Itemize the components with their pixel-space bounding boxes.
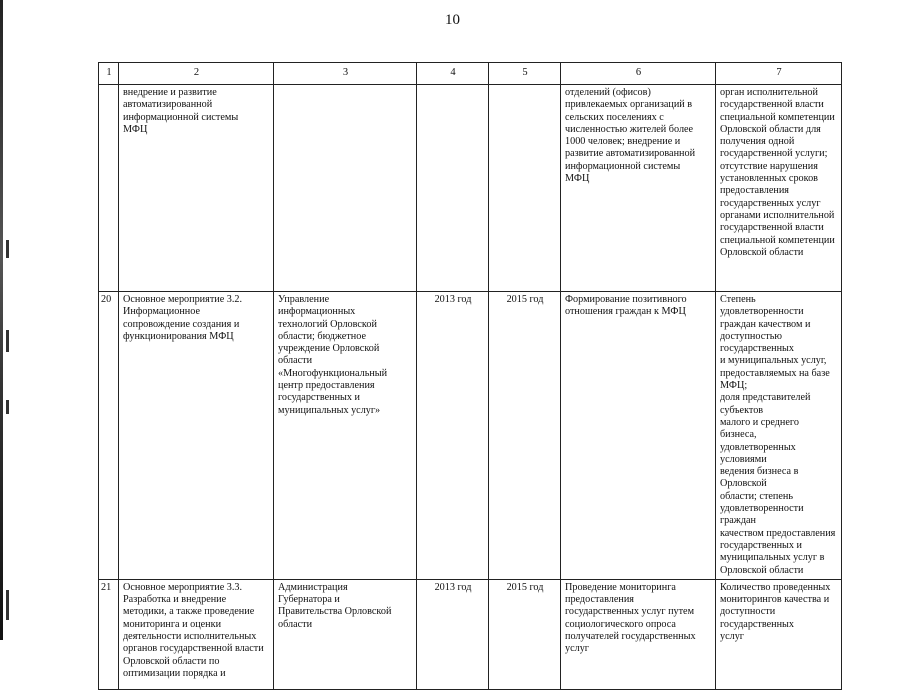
activity-cell: внедрение и развитие автоматизированной информационной системы МФЦ	[119, 85, 274, 292]
table-row	[99, 85, 842, 292]
column-header: 2	[119, 63, 274, 85]
executor-cell: Управление информационных технологий Орловской области; бюджетное учреждение Орловской области «Многофункциональный центр предоставления государственных и муниципальных услуг»	[274, 292, 417, 580]
activity-cell: Основное мероприятие 3.3. Разработка и внедрение методики, а также проведение мониторинга и оценки деятельности исполнительных органов государственной власти Орловской области по оптимизации порядка и	[119, 579, 274, 689]
page-number: 10	[445, 12, 460, 28]
executor-cell: Администрация Губернатора и Правительства Орловской области	[274, 579, 417, 689]
start-year-cell: 2013 год	[417, 292, 489, 580]
column-header: 5	[489, 63, 561, 85]
column-header: 3	[274, 63, 417, 85]
start-year-cell	[417, 85, 489, 292]
program-activities-table	[98, 62, 842, 690]
column-header: 7	[716, 63, 842, 85]
end-year-cell: 2015 год	[489, 292, 561, 580]
scan-mark	[6, 590, 9, 620]
result-cell: отделений (офисов) привлекаемых организаций в сельских поселениях с численностью жителей более 1000 человек; внедрение и развитие автоматизированной информационной системы МФЦ	[561, 85, 716, 292]
scan-mark	[6, 400, 9, 414]
indicator-cell: орган исполнительной государственной власти специальной компетенции Орловской области для получения одной государственной услуги; отсутствие нарушения установленных сроков предоставления государственных услуг органами исполнительной государственной власти специальной компетенции Орловской области	[716, 85, 842, 292]
scan-mark	[6, 240, 9, 258]
scan-left-edge	[0, 0, 3, 640]
table-row	[99, 579, 842, 689]
end-year-cell: 2015 год	[489, 579, 561, 689]
executor-cell	[274, 85, 417, 292]
column-header: 6	[561, 63, 716, 85]
table-row	[99, 292, 842, 580]
indicator-cell: Степень удовлетворенности граждан качеством и доступностью государственных и муниципальных услуг, предоставляемых на базе МФЦ; доля представителей субъектов малого и среднего бизнеса, удовлетворенных условиями ведения бизнеса в Орловской области; степень удовлетворенности граждан качеством предоставления государственных и муниципальных услуг в Орловской области	[716, 292, 842, 580]
scan-mark	[6, 330, 9, 352]
end-year-cell	[489, 85, 561, 292]
row-number: 21	[99, 579, 119, 689]
result-cell: Проведение мониторинга предоставления государственных услуг путем социологического опроса получателей государственных услуг	[561, 579, 716, 689]
row-number	[99, 85, 119, 292]
column-header: 1	[99, 63, 119, 85]
column-number-row	[99, 63, 842, 85]
result-cell: Формирование позитивного отношения граждан к МФЦ	[561, 292, 716, 580]
row-number: 20	[99, 292, 119, 580]
indicator-cell: Количество проведенных мониторингов качества и доступности государственных услуг	[716, 579, 842, 689]
column-header: 4	[417, 63, 489, 85]
start-year-cell: 2013 год	[417, 579, 489, 689]
activity-cell: Основное мероприятие 3.2. Информационное сопровождение создания и функционирования МФЦ	[119, 292, 274, 580]
